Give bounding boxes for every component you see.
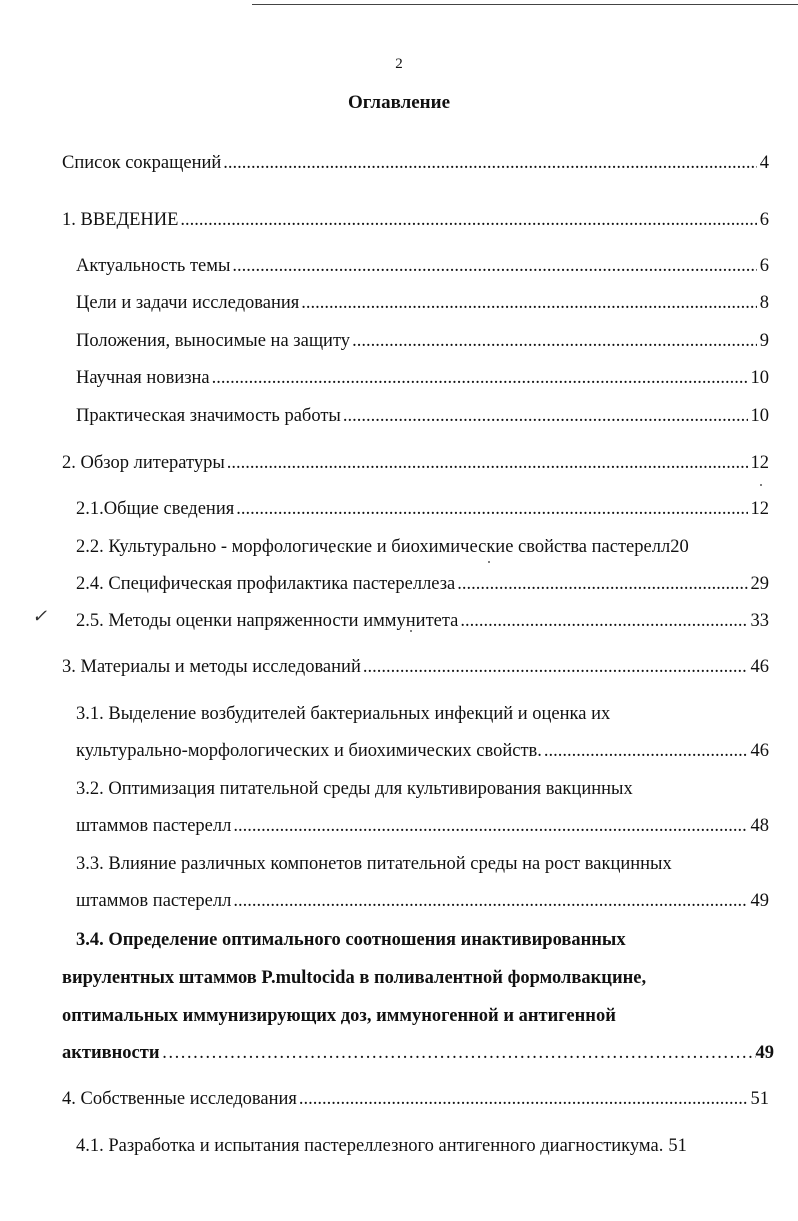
toc-entry[interactable] (76, 610, 769, 632)
toc-entry[interactable] (76, 740, 769, 762)
toc-entry-title: штаммов пастерелл (76, 891, 232, 911)
toc-entry-title: 2.5. Методы оценки напряженности иммунитета (76, 611, 459, 631)
toc-entry-line[interactable]: вирулентных штаммов P.multocida в поливалентной формолвакцине, (62, 968, 647, 988)
toc-entry-page: 33 (750, 611, 769, 631)
toc-entry-title: 2.1.Общие сведения (76, 499, 235, 519)
toc-entry-title: культурально-морфологических и биохимических свойств. (76, 741, 542, 761)
dot-leader (544, 740, 748, 762)
toc-entry-page: 49 (755, 1043, 774, 1063)
toc-entry-page: 9 (759, 331, 769, 351)
dot-leader (233, 890, 747, 912)
toc-entry[interactable] (62, 656, 769, 678)
dot-leader (352, 330, 757, 352)
toc-entry-title: 3. Материалы и методы исследований (62, 657, 361, 677)
page-number: 2 (395, 56, 403, 72)
dot-leader (299, 1088, 748, 1110)
toc-entry-title: Цели и задачи исследования (76, 293, 300, 313)
toc-entry-page: 29 (750, 574, 769, 594)
toc-entry-title: 4.1. Разработка и испытания пастереллезного антигенного диагностикума. (76, 1136, 664, 1156)
dot-leader (363, 656, 748, 678)
toc-entry-title: Научная новизна (76, 368, 210, 388)
toc-entry-page: 4 (759, 153, 769, 173)
dot-leader (162, 1042, 756, 1064)
toc-entry-title: 2.2. Культурально - морфологические и биохимические свойства пастерелл (76, 537, 671, 557)
top-border-line (252, 4, 798, 5)
toc-entry-page: 51 (668, 1136, 687, 1156)
toc-entry-line[interactable]: 3.3. Влияние различных компонетов питательной среды на рост вакцинных (76, 854, 672, 874)
toc-entry[interactable] (76, 890, 769, 912)
scan-speck (488, 561, 490, 563)
toc-entry-page: 10 (750, 368, 769, 388)
dot-leader (212, 367, 748, 389)
toc-entry-title: штаммов пастерелл (76, 816, 232, 836)
toc-entry-title: активности (62, 1043, 160, 1063)
toc-entry[interactable] (76, 1135, 769, 1157)
toc-entry-line[interactable]: 3.2. Оптимизация питательной среды для культивирования вакцинных (76, 779, 633, 799)
toc-entry-line[interactable]: оптимальных иммунизирующих доз, иммуногенной и антигенной (62, 1006, 616, 1026)
dot-leader (343, 405, 748, 427)
toc-entry-page: 51 (750, 1089, 769, 1109)
toc-entry[interactable] (62, 152, 769, 174)
toc-entry[interactable] (76, 367, 769, 389)
toc-entry[interactable] (62, 452, 769, 474)
toc-entry-page: 48 (750, 816, 769, 836)
toc-entry[interactable] (62, 1042, 774, 1064)
toc-entry[interactable] (76, 255, 769, 277)
toc-entry[interactable] (76, 498, 769, 520)
toc-entry[interactable] (76, 292, 769, 314)
scan-speck (760, 484, 762, 486)
dot-leader (227, 452, 748, 474)
dot-leader (233, 815, 747, 837)
toc-entry[interactable] (76, 815, 769, 837)
toc-entry-line[interactable]: 3.1. Выделение возбудителей бактериальных инфекций и оценка их (76, 704, 611, 724)
toc-entry[interactable] (76, 536, 689, 558)
toc-entry-title: 2. Обзор литературы (62, 453, 225, 473)
toc-entry-page: 46 (750, 741, 769, 761)
toc-entry[interactable] (76, 405, 769, 427)
toc-entry-title: 4. Собственные исследования (62, 1089, 297, 1109)
toc-entry[interactable] (62, 209, 769, 231)
toc-entry-page: 12 (750, 499, 769, 519)
toc-entry-page: 20 (670, 537, 689, 557)
dot-leader (457, 573, 747, 595)
toc-entry-page: 6 (759, 210, 769, 230)
dot-leader (232, 255, 756, 277)
toc-entry-title: Актуальность темы (76, 256, 231, 276)
dot-leader (460, 610, 747, 632)
toc-entry-page: 10 (750, 406, 769, 426)
page-title: Оглавление (347, 92, 451, 113)
toc-entry-title: Положения, выносимые на защиту (76, 331, 351, 351)
margin-checkmark: ✓ (32, 606, 48, 626)
dot-leader (236, 498, 747, 520)
dot-leader (301, 292, 756, 314)
toc-entry-page: 8 (759, 293, 769, 313)
toc-entry-page: 46 (750, 657, 769, 677)
toc-entry-title: Список сокращений (62, 153, 222, 173)
toc-entry[interactable] (76, 573, 769, 595)
dot-leader (223, 152, 756, 174)
toc-entry[interactable] (62, 1088, 769, 1110)
toc-entry-title: 1. ВВЕДЕНИЕ (62, 210, 179, 230)
dot-leader (180, 209, 756, 231)
toc-entry-page: 6 (759, 256, 769, 276)
toc-entry-page: 49 (750, 891, 769, 911)
toc-entry-title: Практическая значимость работы (76, 406, 341, 426)
toc-entry-line[interactable]: 3.4. Определение оптимального соотношения инактивированных (76, 930, 626, 950)
toc-entry[interactable] (76, 330, 769, 352)
toc-entry-page: 12 (750, 453, 769, 473)
toc-entry-title: 2.4. Специфическая профилактика пастереллеза (76, 574, 456, 594)
